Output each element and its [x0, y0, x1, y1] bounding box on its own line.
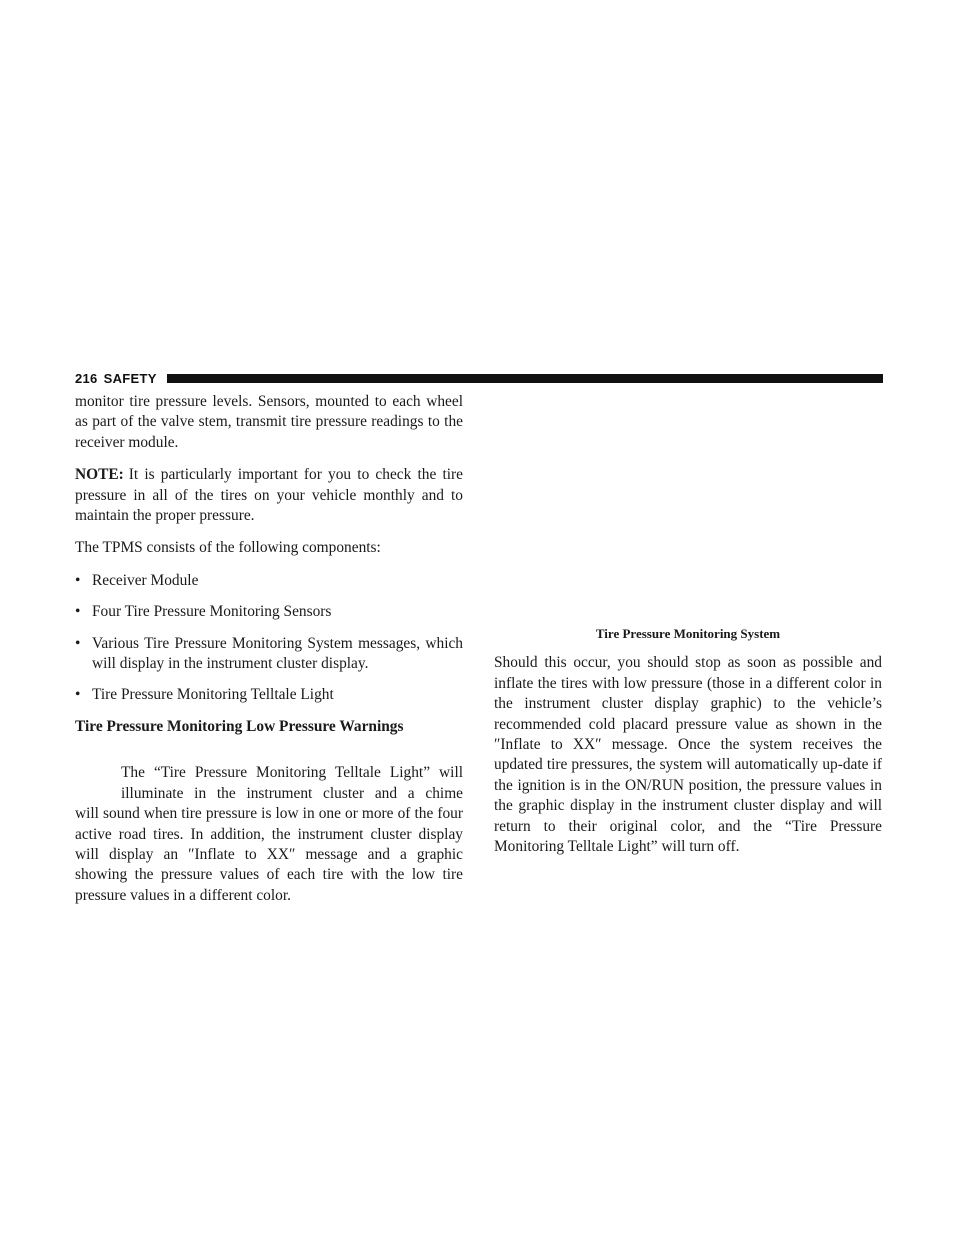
warning-paragraph	[75, 763, 463, 906]
warning-line-1: The “Tire Pressure Monitoring Telltale Light” will	[121, 764, 463, 782]
note-text: It is particularly important for you to check the tire pressure in all of the tires on your vehicle monthly and to maintain the proper pressure.	[75, 466, 463, 525]
list-item-text: Tire Pressure Monitoring Telltale Light	[92, 686, 334, 704]
section-subheading: Tire Pressure Monitoring Low Pressure Warnings	[75, 717, 404, 735]
list-item	[75, 685, 463, 705]
header-rule	[167, 374, 883, 383]
bullet-icon: •	[75, 571, 81, 589]
warning-line-2: illuminate in the instrument cluster and a chime	[121, 784, 463, 802]
figure-area	[494, 392, 882, 618]
list-item	[75, 602, 463, 622]
components-intro: The TPMS consists of the following components:	[75, 539, 381, 557]
list-item-text: Various Tire Pressure Monitoring System messages, which will display in the instrument cluster display.	[92, 634, 463, 673]
page-header	[75, 370, 883, 386]
right-column	[494, 624, 882, 869]
follow-up-paragraph: Should this occur, you should stop as soon as possible and inflate the tires with low pressure (those in a different color in the instrument cluster display graphic) to the vehicle’s recommended cold placard pressure value as shown in the ″Inflate to XX″ message. Once the system receives the updated tire pressures, the system will automatically up-date if the ignition is in the ON/RUN position, the pressure values in the graphic display in the instrument cluster display and will return to their original color, and the “Tire Pressure Monitoring Telltale Light” will turn off.	[494, 654, 882, 856]
list-item	[75, 634, 463, 675]
components-list	[75, 571, 463, 706]
warning-text: will sound when tire pressure is low in one or more of the four active road tires. In addition, the instrument cluster display will display an ″Inflate to XX″ message and a graphic showing the pressure values of each tire with the low tire pressure values in a different color.	[75, 805, 463, 904]
note-paragraph	[75, 465, 463, 526]
bullet-icon: •	[75, 686, 81, 704]
note-label: NOTE:	[75, 466, 124, 484]
bullet-icon: •	[75, 603, 81, 621]
list-item-text: Four Tire Pressure Monitoring Sensors	[92, 603, 332, 621]
left-column	[75, 392, 463, 918]
list-item	[75, 571, 463, 591]
list-item-text: Receiver Module	[92, 571, 199, 589]
bullet-icon: •	[75, 634, 81, 652]
section-title: SAFETY	[103, 370, 157, 386]
figure-caption: Tire Pressure Monitoring System	[595, 626, 781, 641]
intro-paragraph: monitor tire pressure levels. Sensors, mounted to each wheel as part of the valve stem, transmit tire pressure readings to the receiver module.	[75, 393, 463, 451]
page-number: 216	[75, 370, 98, 386]
